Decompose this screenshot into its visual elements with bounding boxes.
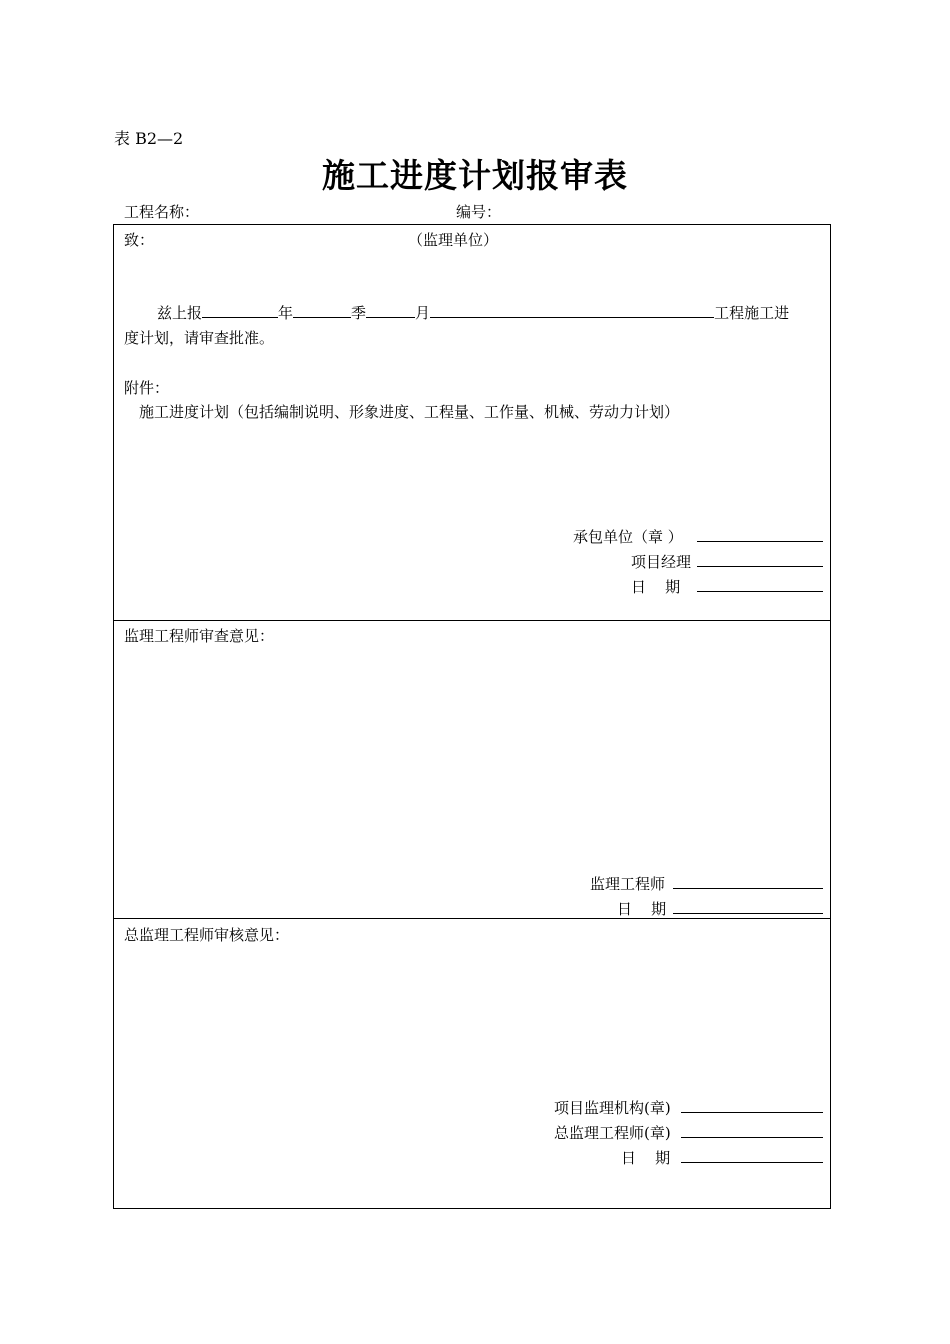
month-label: 月 bbox=[415, 304, 431, 322]
org-blank[interactable] bbox=[681, 1097, 823, 1113]
date-line-wrap-3 bbox=[681, 1147, 823, 1167]
org-line-wrap bbox=[681, 1097, 823, 1117]
date-blank-3[interactable] bbox=[681, 1147, 823, 1163]
engineer-blank[interactable] bbox=[673, 873, 823, 889]
chief-blank[interactable] bbox=[681, 1122, 823, 1138]
form-table bbox=[113, 224, 831, 1209]
date-line-wrap-2 bbox=[673, 898, 823, 918]
date-blank-1[interactable] bbox=[697, 576, 823, 592]
date-label-1: 日 期 bbox=[631, 578, 681, 596]
contractor-line-wrap bbox=[697, 526, 823, 546]
chief-review-heading: 总监理工程师审核意见： bbox=[124, 926, 290, 944]
submission-line-2: 度计划，请审查批准。 bbox=[124, 329, 275, 347]
supervision-unit-label: （监理单位） bbox=[408, 231, 499, 249]
submission-prefix: 兹上报 bbox=[157, 304, 203, 322]
submission-suffix: 工程施工进 bbox=[714, 304, 790, 322]
chief-label: 总监理工程师(章) bbox=[554, 1124, 671, 1142]
contractor-label: 承包单位（章 ） bbox=[573, 528, 683, 546]
to-label: 致： bbox=[124, 231, 155, 249]
project-blank[interactable] bbox=[430, 302, 714, 318]
month-blank[interactable] bbox=[366, 302, 415, 318]
manager-line-wrap bbox=[697, 551, 823, 571]
page-title: 施工进度计划报审表 bbox=[322, 156, 628, 195]
engineer-line-wrap bbox=[673, 873, 823, 893]
year-label: 年 bbox=[278, 304, 294, 322]
season-label: 季 bbox=[351, 304, 367, 322]
engineer-review-heading: 监理工程师审查意见： bbox=[124, 627, 275, 645]
org-label: 项目监理机构(章) bbox=[554, 1099, 671, 1117]
date-blank-2[interactable] bbox=[673, 898, 823, 914]
row-divider-2 bbox=[113, 918, 831, 919]
number-label: 编号： bbox=[456, 203, 502, 221]
date-line-wrap-1 bbox=[697, 576, 823, 596]
contractor-blank[interactable] bbox=[697, 526, 823, 542]
season-blank[interactable] bbox=[293, 302, 351, 318]
form-number: 表 B2—2 bbox=[114, 129, 184, 148]
attachment-item: 施工进度计划（包括编制说明、形象进度、工程量、工作量、机械、劳动力计划） bbox=[139, 403, 680, 421]
engineer-label: 监理工程师 bbox=[590, 875, 666, 893]
attachment-label: 附件： bbox=[124, 379, 170, 397]
year-blank[interactable] bbox=[202, 302, 278, 318]
row-divider-1 bbox=[113, 620, 831, 621]
date-label-2: 日 期 bbox=[617, 900, 667, 918]
manager-label: 项目经理 bbox=[631, 553, 692, 571]
date-label-3: 日 期 bbox=[621, 1149, 671, 1167]
submission-line-1 bbox=[157, 302, 789, 323]
chief-line-wrap bbox=[681, 1122, 823, 1142]
manager-blank[interactable] bbox=[697, 551, 823, 567]
project-name-label: 工程名称： bbox=[124, 203, 200, 221]
